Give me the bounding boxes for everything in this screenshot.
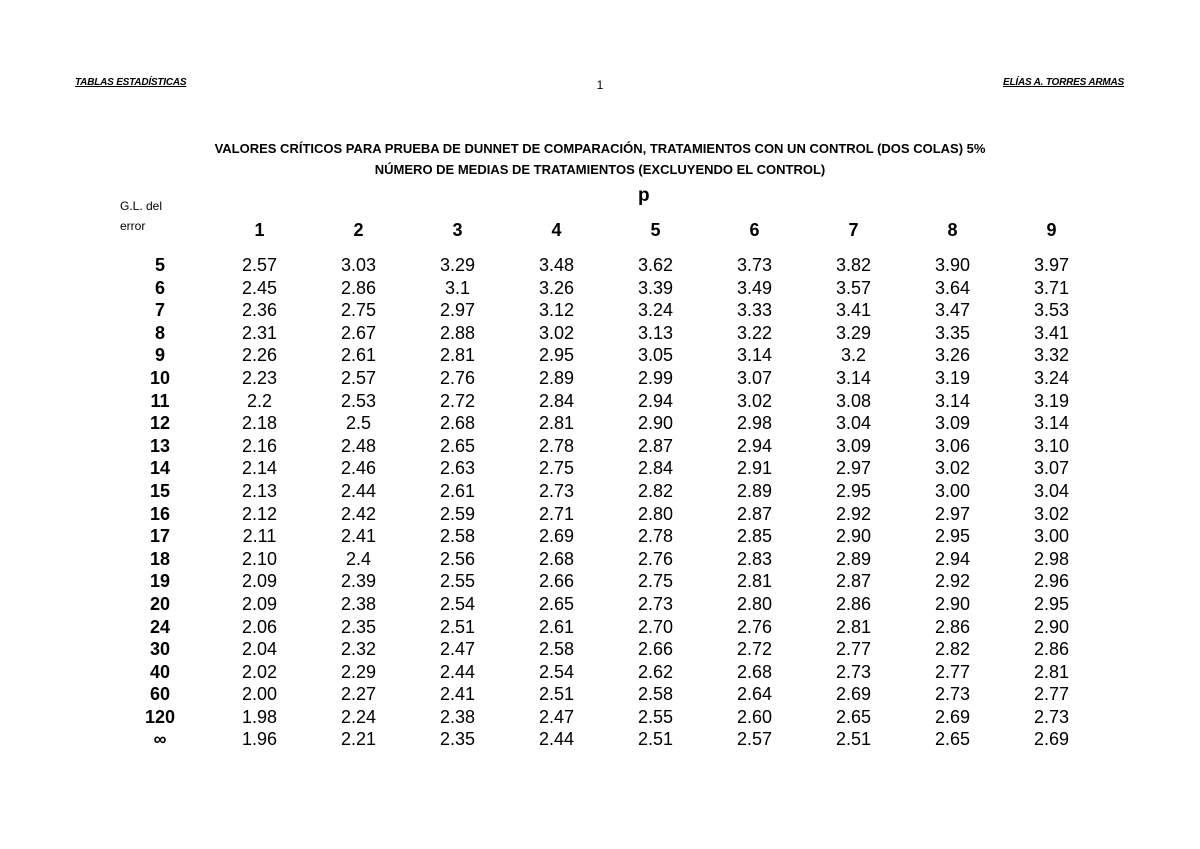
degrees-of-freedom-cell: 19 xyxy=(149,571,171,592)
critical-value-cell: 2.48 xyxy=(340,435,377,456)
critical-value-cell: 3.82 xyxy=(835,255,872,275)
critical-value-cell: 2.85 xyxy=(736,526,773,547)
table-row xyxy=(110,525,1101,548)
critical-value-cell: 3.02 xyxy=(934,458,971,479)
critical-value-cell: 3.47 xyxy=(934,300,971,321)
critical-value-cell: 2.44 xyxy=(439,661,476,682)
degrees-of-freedom-cell: 17 xyxy=(149,526,171,547)
critical-value-cell: 1.96 xyxy=(241,729,278,750)
critical-value-cell: 2.51 xyxy=(439,616,476,637)
critical-value-cell: 2.09 xyxy=(241,571,278,592)
critical-value-cell: 3.62 xyxy=(637,255,674,275)
critical-value-cell: 2.2 xyxy=(246,390,273,411)
critical-value-cell: 2.77 xyxy=(835,639,872,660)
critical-value-cell: 2.24 xyxy=(340,706,377,727)
critical-value-cell: 2.78 xyxy=(538,435,575,456)
critical-value-cell: 2.89 xyxy=(835,548,872,569)
critical-value-cell: 2.76 xyxy=(637,548,674,569)
critical-value-cell: 2.23 xyxy=(241,367,278,388)
critical-value-cell: 2.14 xyxy=(241,458,278,479)
critical-value-cell: 3.02 xyxy=(538,322,575,343)
table-row xyxy=(110,503,1101,526)
critical-value-cell: 2.51 xyxy=(538,684,575,705)
degrees-of-freedom-cell: 120 xyxy=(144,706,176,727)
critical-value-cell: 2.26 xyxy=(241,345,278,366)
critical-value-cell: 2.16 xyxy=(241,435,278,456)
critical-value-cell: 3.09 xyxy=(934,413,971,434)
critical-value-cell: 2.95 xyxy=(934,526,971,547)
critical-value-cell: 3.14 xyxy=(934,390,971,411)
critical-value-cell: 3.04 xyxy=(1033,480,1070,501)
critical-value-cell: 3.39 xyxy=(637,277,674,298)
critical-value-cell: 2.73 xyxy=(538,480,575,501)
critical-value-cell: 3.32 xyxy=(1033,345,1070,366)
table-row xyxy=(110,457,1101,480)
critical-value-cell: 3.53 xyxy=(1033,300,1070,321)
critical-value-cell: 2.92 xyxy=(835,503,872,524)
header-left-text: TABLAS ESTADÍSTICAS xyxy=(75,77,187,88)
column-header-row xyxy=(110,214,1101,246)
critical-value-cell: 2.97 xyxy=(934,503,971,524)
critical-value-cell: 2.81 xyxy=(439,345,476,366)
critical-value-cell: 3.24 xyxy=(1033,367,1070,388)
table-row xyxy=(110,412,1101,435)
critical-value-cell: 2.81 xyxy=(736,571,773,592)
critical-value-cell: 2.11 xyxy=(242,526,277,547)
table-row xyxy=(110,683,1101,706)
critical-value-cell: 3.29 xyxy=(439,255,476,275)
critical-value-cell: 2.39 xyxy=(340,571,377,592)
critical-value-cell: 2.83 xyxy=(736,548,773,569)
critical-value-cell: 2.68 xyxy=(538,548,575,569)
critical-value-cell: 2.66 xyxy=(538,571,575,592)
critical-value-cell: 2.96 xyxy=(1033,571,1070,592)
critical-value-cell: 2.90 xyxy=(835,526,872,547)
degrees-of-freedom-cell: 9 xyxy=(154,345,165,366)
critical-value-cell: 3.03 xyxy=(340,255,377,275)
table-subtitle: NÚMERO DE MEDIAS DE TRATAMIENTOS (EXCLUYENDO EL CONTROL) xyxy=(374,162,826,177)
critical-value-cell: 3.64 xyxy=(934,277,971,298)
critical-value-cell: 3.00 xyxy=(934,480,971,501)
critical-value-cell: 2.36 xyxy=(241,300,278,321)
critical-value-cell: 2.65 xyxy=(439,435,476,456)
critical-value-cell: 2.67 xyxy=(340,322,377,343)
table-row xyxy=(110,593,1101,616)
critical-value-cell: 2.73 xyxy=(637,593,674,614)
critical-value-cell: 2.57 xyxy=(241,255,278,275)
critical-value-cell: 3.19 xyxy=(934,367,971,388)
table-row xyxy=(110,254,1101,277)
degrees-of-freedom-cell: 13 xyxy=(149,435,171,456)
critical-value-cell: 2.78 xyxy=(637,526,674,547)
critical-value-cell: 2.38 xyxy=(439,706,476,727)
column-header: 9 xyxy=(1046,219,1057,240)
critical-value-cell: 2.95 xyxy=(538,345,575,366)
critical-value-cell: 2.58 xyxy=(439,526,476,547)
critical-value-cell: 2.5 xyxy=(345,413,372,434)
degrees-of-freedom-cell: 20 xyxy=(149,593,171,614)
table-row xyxy=(110,638,1101,661)
critical-value-cell: 2.84 xyxy=(637,458,674,479)
critical-value-cell: 3.48 xyxy=(538,255,575,275)
critical-value-cell: 1.98 xyxy=(241,706,278,727)
critical-value-cell: 2.63 xyxy=(439,458,476,479)
critical-value-cell: 2.57 xyxy=(736,729,773,750)
critical-value-cell: 2.60 xyxy=(736,706,773,727)
critical-value-cell: 2.87 xyxy=(637,435,674,456)
critical-value-cell: 2.18 xyxy=(241,413,278,434)
degrees-of-freedom-cell: 8 xyxy=(154,322,165,343)
critical-value-cell: 2.62 xyxy=(637,661,674,682)
critical-value-cell: 2.92 xyxy=(934,571,971,592)
critical-value-cell: 2.42 xyxy=(340,503,377,524)
table-row xyxy=(110,548,1101,571)
critical-value-cell: 2.69 xyxy=(835,684,872,705)
critical-value-cell: 2.86 xyxy=(340,277,377,298)
degrees-of-freedom-cell: 18 xyxy=(149,548,171,569)
critical-value-cell: 3.2 xyxy=(840,345,867,366)
critical-value-cell: 3.22 xyxy=(736,322,773,343)
row-header-line2: error xyxy=(120,219,146,233)
critical-value-cell: 3.07 xyxy=(736,367,773,388)
critical-value-cell: 2.41 xyxy=(439,684,476,705)
critical-value-cell: 2.84 xyxy=(538,390,575,411)
degrees-of-freedom-cell: 14 xyxy=(149,458,171,479)
critical-value-cell: 2.61 xyxy=(340,345,377,366)
critical-value-cell: 2.73 xyxy=(835,661,872,682)
critical-value-cell: 3.06 xyxy=(934,435,971,456)
column-header: 3 xyxy=(452,219,463,240)
header-right-text: ELÍAS A. TORRES ARMAS xyxy=(1003,77,1124,88)
page-number: 1 xyxy=(596,78,604,92)
table-title: VALORES CRÍTICOS PARA PRUEBA DE DUNNET DE COMPARACIÓN, TRATAMIENTOS CON UN CONTROL (DOS COLAS) 5% xyxy=(214,141,986,156)
critical-value-cell: 2.61 xyxy=(538,616,575,637)
critical-value-cell: 2.51 xyxy=(637,729,674,750)
critical-value-cell: 2.94 xyxy=(934,548,971,569)
critical-value-cell: 2.53 xyxy=(340,390,377,411)
critical-value-cell: 2.12 xyxy=(241,503,278,524)
critical-value-cell: 2.94 xyxy=(736,435,773,456)
critical-value-cell: 2.45 xyxy=(241,277,278,298)
critical-value-cell: 2.04 xyxy=(241,639,278,660)
critical-value-cell: 2.91 xyxy=(736,458,773,479)
critical-value-cell: 3.26 xyxy=(934,345,971,366)
critical-value-cell: 2.38 xyxy=(340,593,377,614)
critical-value-cell: 2.65 xyxy=(835,706,872,727)
critical-value-cell: 2.29 xyxy=(340,661,377,682)
critical-value-cell: 3.49 xyxy=(736,277,773,298)
critical-value-cell: 2.90 xyxy=(1033,616,1070,637)
critical-value-cell: 2.95 xyxy=(835,480,872,501)
critical-value-cell: 2.58 xyxy=(538,639,575,660)
critical-value-cell: 2.77 xyxy=(1033,684,1070,705)
dunnett-table xyxy=(110,214,1101,751)
critical-value-cell: 3.41 xyxy=(835,300,872,321)
critical-value-cell: 3.09 xyxy=(835,435,872,456)
critical-value-cell: 2.56 xyxy=(439,548,476,569)
degrees-of-freedom-cell: 60 xyxy=(149,684,171,705)
critical-value-cell: 2.95 xyxy=(1033,593,1070,614)
critical-value-cell: 2.61 xyxy=(439,480,476,501)
degrees-of-freedom-cell: 15 xyxy=(149,480,171,501)
critical-value-cell: 3.41 xyxy=(1033,322,1070,343)
table-row xyxy=(110,661,1101,684)
critical-value-cell: 2.98 xyxy=(736,413,773,434)
critical-value-cell: 2.82 xyxy=(637,480,674,501)
column-header: 4 xyxy=(551,219,562,240)
critical-value-cell: 2.86 xyxy=(1033,639,1070,660)
critical-value-cell: 3.08 xyxy=(835,390,872,411)
critical-value-cell: 2.51 xyxy=(835,729,872,750)
critical-value-cell: 2.94 xyxy=(637,390,674,411)
critical-value-cell: 2.88 xyxy=(439,322,476,343)
critical-value-cell: 3.19 xyxy=(1033,390,1070,411)
degrees-of-freedom-cell: 6 xyxy=(154,277,165,298)
critical-value-cell: 3.73 xyxy=(736,255,773,275)
critical-value-cell: 2.86 xyxy=(934,616,971,637)
critical-value-cell: 2.66 xyxy=(637,639,674,660)
critical-value-cell: 3.35 xyxy=(934,322,971,343)
critical-value-cell: 2.10 xyxy=(241,548,278,569)
table-row xyxy=(110,390,1101,413)
critical-value-cell: 2.68 xyxy=(736,661,773,682)
degrees-of-freedom-cell: 24 xyxy=(149,616,171,637)
table-row xyxy=(110,570,1101,593)
critical-value-cell: 2.55 xyxy=(637,706,674,727)
column-header: 6 xyxy=(749,219,760,240)
critical-value-cell: 3.07 xyxy=(1033,458,1070,479)
critical-value-cell: 2.73 xyxy=(934,684,971,705)
critical-value-cell: 2.71 xyxy=(538,503,575,524)
critical-value-cell: 3.90 xyxy=(934,255,971,275)
critical-value-cell: 3.26 xyxy=(538,277,575,298)
critical-value-cell: 3.14 xyxy=(835,367,872,388)
critical-value-cell: 2.81 xyxy=(1033,661,1070,682)
critical-value-cell: 2.65 xyxy=(538,593,575,614)
critical-value-cell: 2.44 xyxy=(340,480,377,501)
critical-value-cell: 2.21 xyxy=(340,729,377,750)
column-header: 8 xyxy=(947,219,958,240)
critical-value-cell: 3.02 xyxy=(736,390,773,411)
critical-value-cell: 2.82 xyxy=(934,639,971,660)
critical-value-cell: 2.97 xyxy=(439,300,476,321)
critical-value-cell: 3.10 xyxy=(1033,435,1070,456)
critical-value-cell: 2.57 xyxy=(340,367,377,388)
critical-value-cell: 3.71 xyxy=(1033,277,1070,298)
critical-value-cell: 2.58 xyxy=(637,684,674,705)
critical-value-cell: 2.59 xyxy=(439,503,476,524)
critical-value-cell: 2.73 xyxy=(1033,706,1070,727)
critical-value-cell: 2.77 xyxy=(934,661,971,682)
critical-value-cell: 2.75 xyxy=(538,458,575,479)
critical-value-cell: 3.05 xyxy=(637,345,674,366)
critical-value-cell: 2.65 xyxy=(934,729,971,750)
critical-value-cell: 3.02 xyxy=(1033,503,1070,524)
table-row xyxy=(110,435,1101,458)
critical-value-cell: 3.14 xyxy=(1033,413,1070,434)
critical-value-cell: 2.09 xyxy=(241,593,278,614)
critical-value-cell: 2.69 xyxy=(934,706,971,727)
critical-value-cell: 2.89 xyxy=(538,367,575,388)
critical-value-cell: 2.4 xyxy=(345,548,372,569)
critical-value-cell: 2.76 xyxy=(736,616,773,637)
critical-value-cell: 2.89 xyxy=(736,480,773,501)
critical-value-cell: 2.80 xyxy=(637,503,674,524)
critical-value-cell: 2.81 xyxy=(538,413,575,434)
critical-value-cell: 2.87 xyxy=(736,503,773,524)
critical-value-cell: 2.90 xyxy=(934,593,971,614)
table-row xyxy=(110,480,1101,503)
critical-value-cell: 3.00 xyxy=(1033,526,1070,547)
critical-value-cell: 3.12 xyxy=(538,300,575,321)
critical-value-cell: 3.57 xyxy=(835,277,872,298)
critical-value-cell: 2.00 xyxy=(241,684,278,705)
degrees-of-freedom-cell: 10 xyxy=(149,367,171,388)
degrees-of-freedom-cell: ∞ xyxy=(153,729,167,750)
critical-value-cell: 2.76 xyxy=(439,367,476,388)
critical-value-cell: 2.81 xyxy=(835,616,872,637)
critical-value-cell: 2.86 xyxy=(835,593,872,614)
critical-value-cell: 2.35 xyxy=(439,729,476,750)
critical-value-cell: 2.97 xyxy=(835,458,872,479)
critical-value-cell: 2.02 xyxy=(241,661,278,682)
corner-cell xyxy=(110,214,210,246)
critical-value-cell: 2.69 xyxy=(1033,729,1070,750)
table-row xyxy=(110,728,1101,751)
critical-value-cell: 3.29 xyxy=(835,322,872,343)
row-header-line1: G.L. del xyxy=(120,199,163,213)
critical-value-cell: 2.54 xyxy=(538,661,575,682)
column-header: 2 xyxy=(353,219,364,240)
critical-value-cell: 2.75 xyxy=(637,571,674,592)
critical-value-cell: 2.99 xyxy=(637,367,674,388)
critical-value-cell: 2.13 xyxy=(241,480,278,501)
critical-value-cell: 2.55 xyxy=(439,571,476,592)
column-header: 7 xyxy=(848,219,859,240)
critical-value-cell: 2.64 xyxy=(736,684,773,705)
critical-value-cell: 2.80 xyxy=(736,593,773,614)
degrees-of-freedom-cell: 16 xyxy=(149,503,171,524)
critical-value-cell: 2.87 xyxy=(835,571,872,592)
critical-value-cell: 2.68 xyxy=(439,413,476,434)
table-row xyxy=(110,344,1101,367)
critical-value-cell: 2.31 xyxy=(241,322,278,343)
critical-value-cell: 2.72 xyxy=(439,390,476,411)
critical-value-cell: 2.70 xyxy=(637,616,674,637)
critical-value-cell: 2.44 xyxy=(538,729,575,750)
p-label: p xyxy=(638,185,650,206)
critical-value-cell: 2.98 xyxy=(1033,548,1070,569)
critical-value-cell: 2.32 xyxy=(340,639,377,660)
critical-value-cell: 3.1 xyxy=(444,277,471,298)
critical-value-cell: 2.72 xyxy=(736,639,773,660)
critical-value-cell: 2.47 xyxy=(439,639,476,660)
table-row xyxy=(110,277,1101,300)
critical-value-cell: 2.75 xyxy=(340,300,377,321)
degrees-of-freedom-cell: 30 xyxy=(149,639,171,660)
critical-value-cell: 2.54 xyxy=(439,593,476,614)
critical-value-cell: 2.41 xyxy=(340,526,377,547)
critical-value-cell: 2.69 xyxy=(538,526,575,547)
critical-value-cell: 3.13 xyxy=(637,322,674,343)
critical-value-cell: 2.47 xyxy=(538,706,575,727)
table-row xyxy=(110,706,1101,729)
column-header: 1 xyxy=(254,219,265,240)
degrees-of-freedom-cell: 12 xyxy=(149,413,171,434)
table-row xyxy=(110,616,1101,639)
degrees-of-freedom-cell: 11 xyxy=(150,390,170,411)
critical-value-cell: 2.35 xyxy=(340,616,377,637)
critical-value-cell: 2.27 xyxy=(340,684,377,705)
critical-value-cell: 3.24 xyxy=(637,300,674,321)
table-row xyxy=(110,322,1101,345)
critical-value-cell: 2.90 xyxy=(637,413,674,434)
critical-value-cell: 3.04 xyxy=(835,413,872,434)
critical-value-cell: 3.14 xyxy=(736,345,773,366)
degrees-of-freedom-cell: 5 xyxy=(154,255,165,275)
critical-value-cell: 3.97 xyxy=(1033,255,1070,275)
table-row xyxy=(110,367,1101,390)
degrees-of-freedom-cell: 40 xyxy=(149,661,171,682)
critical-value-cell: 2.06 xyxy=(241,616,278,637)
critical-value-cell: 2.46 xyxy=(340,458,377,479)
critical-value-cell: 3.33 xyxy=(736,300,773,321)
degrees-of-freedom-cell: 7 xyxy=(154,300,165,321)
column-header: 5 xyxy=(650,219,661,240)
table-row xyxy=(110,299,1101,322)
